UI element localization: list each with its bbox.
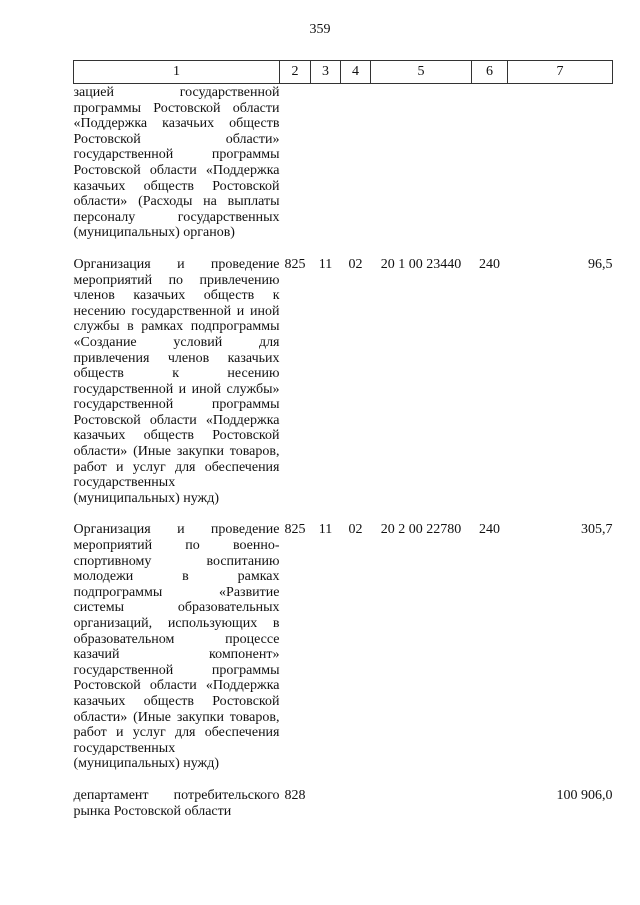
row-col-4: 02: [348, 256, 363, 272]
row-col-5: 20 2 00 22780: [380, 522, 462, 538]
column-header: 2: [280, 61, 311, 84]
row-col-4: [341, 84, 371, 241]
row-col-2: 825: [284, 522, 306, 538]
row-amount: 96,5: [588, 256, 613, 272]
row-col-2: 828: [284, 787, 306, 803]
row-col-4: 02: [348, 522, 363, 538]
row-col-3: [311, 772, 341, 819]
column-header: 6: [472, 61, 508, 84]
row-col-5: 20 1 00 23440: [380, 256, 462, 272]
table-row: [74, 84, 613, 241]
row-description: Организация и проведение мероприятий по привлечению членов казачьих обществ к несению государственной и иной службы в рамках подпрограммы «Создание условий для привлечения членов казачьих обществ к несению государственной и иной службы» государственной программы Ростовской области «Поддержка казачьих обществ Ростовской области» (Иные закупки товаров, работ и услуг для обеспечения государственных (муниципальных) нужд): [73, 256, 280, 506]
column-header: 5: [371, 61, 472, 84]
row-col-6: 240: [479, 256, 500, 272]
column-header: 3: [311, 61, 341, 84]
table-row: [74, 241, 613, 507]
table-row: [74, 506, 613, 772]
column-header: 4: [341, 61, 371, 84]
row-col-3: 11: [318, 256, 333, 272]
row-amount: 305,7: [581, 522, 613, 538]
row-col-4: [341, 772, 371, 819]
row-amount: 100 906,0: [556, 787, 613, 803]
row-col-3: [311, 84, 341, 241]
page-number: 359: [309, 22, 331, 37]
column-header: 7: [508, 61, 613, 84]
table-header-row: [74, 61, 613, 84]
table-row: [74, 772, 613, 819]
row-col-2: 825: [284, 256, 306, 272]
row-col-5: [371, 84, 472, 241]
row-col-6: [472, 84, 508, 241]
row-col-3: 11: [318, 522, 333, 538]
budget-table: [73, 60, 613, 819]
row-amount: [508, 84, 613, 241]
row-col-5: [371, 772, 472, 819]
row-description: зацией государственной программы Ростовской области «Поддержка казачьих обществ Ростовской области» государственной программы Ростовской области «Поддержка казачьих обществ Ростовской области» (Расходы на выплаты персоналу государственных (муниципальных) органов): [73, 85, 280, 241]
row-col-6: [472, 772, 508, 819]
row-col-2: [280, 84, 311, 241]
row-description: департамент потребительского рынка Ростовской области: [73, 787, 280, 819]
row-col-6: 240: [479, 522, 500, 538]
column-header: 1: [74, 61, 280, 84]
row-description: Организация и проведение мероприятий по военно-спортивному воспитанию молодежи в рамках подпрограммы «Развитие системы образовательных организаций, использующих в образовательном процессе казачий компонент» государственной программы Ростовской области «Поддержка казачьих обществ Ростовской области» (Иные закупки товаров, работ и услуг для обеспечения государственных (муниципальных) нужд): [73, 522, 280, 772]
